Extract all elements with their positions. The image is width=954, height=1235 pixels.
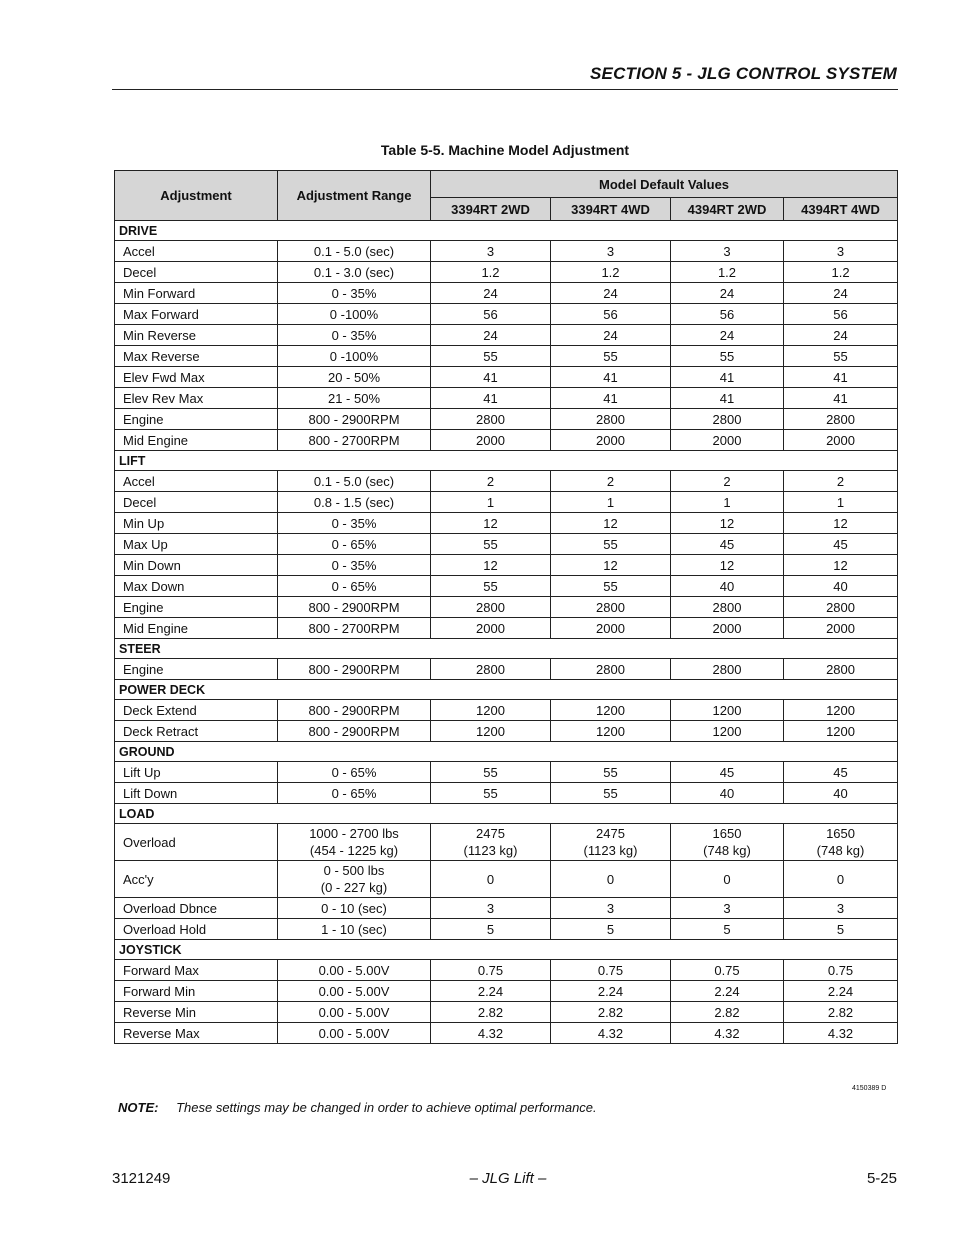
cell-line: 1650 — [712, 826, 742, 841]
value-cell: 56 — [784, 304, 898, 325]
value-cell: 40 — [671, 576, 784, 597]
range-cell: 1 - 10 (sec) — [278, 919, 431, 940]
value-cell: 41 — [784, 388, 898, 409]
value-cell: 2000 — [431, 618, 551, 639]
value-cell: 41 — [671, 388, 784, 409]
value-cell: 55 — [431, 762, 551, 783]
value-cell: 24 — [431, 325, 551, 346]
range-cell: 0 - 65% — [278, 762, 431, 783]
table-row — [115, 783, 898, 804]
value-cell: 1.2 — [431, 262, 551, 283]
value-cell: 2800 — [431, 659, 551, 680]
table-body — [115, 221, 898, 1044]
table-row — [115, 492, 898, 513]
value-cell: 1 — [671, 492, 784, 513]
value-cell: 1.2 — [784, 262, 898, 283]
value-cell: 40 — [784, 576, 898, 597]
range-cell: 0 - 65% — [278, 534, 431, 555]
table-row — [115, 700, 898, 721]
value-cell: 24 — [551, 325, 671, 346]
adjustment-cell: Deck Retract — [115, 721, 278, 742]
adjustment-cell: Mid Engine — [115, 618, 278, 639]
adjustment-cell: Decel — [115, 492, 278, 513]
range-cell: 0.00 - 5.00V — [278, 1002, 431, 1023]
value-cell: 12 — [551, 555, 671, 576]
value-cell: 2800 — [431, 597, 551, 618]
range-cell — [278, 824, 431, 861]
value-cell: 2000 — [431, 430, 551, 451]
value-cell: 2.24 — [431, 981, 551, 1002]
table-row — [115, 981, 898, 1002]
adjustment-cell: Max Up — [115, 534, 278, 555]
adjustment-cell: Lift Down — [115, 783, 278, 804]
value-cell: 1200 — [431, 700, 551, 721]
table-row — [115, 346, 898, 367]
value-cell: 55 — [431, 346, 551, 367]
value-cell: 2800 — [551, 597, 671, 618]
value-cell — [784, 824, 898, 861]
value-cell: 0 — [431, 861, 551, 898]
range-cell: 800 - 2700RPM — [278, 430, 431, 451]
range-cell: 0.00 - 5.00V — [278, 960, 431, 981]
value-cell: 1.2 — [551, 262, 671, 283]
value-cell: 2000 — [551, 430, 671, 451]
adjustment-cell: Forward Max — [115, 960, 278, 981]
value-cell: 41 — [431, 388, 551, 409]
adjustment-cell: Overload Dbnce — [115, 898, 278, 919]
value-cell: 0 — [671, 861, 784, 898]
footer-page-number: 5-25 — [866, 1170, 897, 1187]
value-cell: 2000 — [551, 618, 671, 639]
header-rule — [112, 89, 898, 90]
table-row — [115, 597, 898, 618]
value-cell: 1200 — [784, 721, 898, 742]
value-cell: 1.2 — [671, 262, 784, 283]
range-cell: 0 - 65% — [278, 783, 431, 804]
value-cell — [671, 824, 784, 861]
value-cell: 2800 — [671, 409, 784, 430]
value-cell: 3 — [431, 241, 551, 262]
value-cell: 41 — [431, 367, 551, 388]
value-cell: 56 — [551, 304, 671, 325]
table-row — [115, 409, 898, 430]
table-row — [115, 960, 898, 981]
value-cell: 2800 — [431, 409, 551, 430]
value-cell: 12 — [671, 513, 784, 534]
value-cell: 55 — [551, 576, 671, 597]
value-cell: 3 — [671, 241, 784, 262]
value-cell: 2 — [431, 471, 551, 492]
header-model: 3394RT 4WD — [551, 198, 671, 221]
value-cell: 0.75 — [431, 960, 551, 981]
cell-line: 1000 - 2700 lbs — [309, 826, 399, 841]
value-cell: 3 — [551, 898, 671, 919]
value-cell: 1200 — [671, 721, 784, 742]
table-row — [115, 1023, 898, 1044]
header-adjustment-range: Adjustment Range — [278, 171, 431, 221]
note — [118, 1100, 597, 1115]
range-cell: 0 - 65% — [278, 576, 431, 597]
value-cell: 1200 — [784, 700, 898, 721]
adjustment-cell: Forward Min — [115, 981, 278, 1002]
note-text: These settings may be changed in order to achieve optimal performance. — [176, 1100, 597, 1115]
value-cell: 3 — [671, 898, 784, 919]
value-cell: 45 — [671, 534, 784, 555]
header-model: 4394RT 4WD — [784, 198, 898, 221]
range-cell: 0 - 35% — [278, 283, 431, 304]
range-cell: 0.00 - 5.00V — [278, 1023, 431, 1044]
value-cell: 4.32 — [431, 1023, 551, 1044]
table-row — [115, 1002, 898, 1023]
value-cell: 2800 — [784, 659, 898, 680]
value-cell: 24 — [671, 283, 784, 304]
cell-line: 2475 — [596, 826, 625, 841]
section-label: STEER — [115, 639, 898, 659]
adjustment-cell: Reverse Min — [115, 1002, 278, 1023]
value-cell: 2800 — [671, 597, 784, 618]
value-cell: 24 — [784, 325, 898, 346]
range-cell: 0.1 - 5.0 (sec) — [278, 241, 431, 262]
range-cell: 0.1 - 3.0 (sec) — [278, 262, 431, 283]
value-cell: 55 — [551, 783, 671, 804]
table-row — [115, 430, 898, 451]
value-cell: 1 — [551, 492, 671, 513]
value-cell: 0.75 — [784, 960, 898, 981]
header-model-default-values: Model Default Values — [431, 171, 898, 198]
value-cell: 45 — [784, 534, 898, 555]
value-cell: 2800 — [551, 409, 671, 430]
value-cell: 56 — [431, 304, 551, 325]
range-cell: 0.1 - 5.0 (sec) — [278, 471, 431, 492]
section-row — [115, 680, 898, 700]
footer-doc-number: 3121249 — [112, 1170, 171, 1187]
value-cell: 2800 — [784, 597, 898, 618]
value-cell: 5 — [784, 919, 898, 940]
cell-line: (748 kg) — [703, 843, 751, 858]
value-cell: 3 — [784, 241, 898, 262]
adjustment-cell: Decel — [115, 262, 278, 283]
value-cell: 55 — [431, 783, 551, 804]
value-cell: 55 — [551, 346, 671, 367]
value-cell: 5 — [671, 919, 784, 940]
value-cell: 5 — [431, 919, 551, 940]
adjustment-cell: Elev Rev Max — [115, 388, 278, 409]
adjustment-cell: Engine — [115, 409, 278, 430]
value-cell: 55 — [431, 534, 551, 555]
value-cell: 2.82 — [784, 1002, 898, 1023]
range-cell: 21 - 50% — [278, 388, 431, 409]
table-row — [115, 659, 898, 680]
adjustment-cell: Deck Extend — [115, 700, 278, 721]
value-cell: 40 — [671, 783, 784, 804]
value-cell: 45 — [784, 762, 898, 783]
value-cell: 55 — [431, 576, 551, 597]
cell-line: (1123 kg) — [583, 843, 638, 858]
table-row — [115, 618, 898, 639]
range-cell: 0.8 - 1.5 (sec) — [278, 492, 431, 513]
table-row — [115, 283, 898, 304]
table-row — [115, 367, 898, 388]
value-cell: 12 — [431, 513, 551, 534]
value-cell: 1200 — [551, 721, 671, 742]
value-cell: 1200 — [431, 721, 551, 742]
value-cell: 24 — [671, 325, 784, 346]
value-cell: 24 — [784, 283, 898, 304]
table-row — [115, 898, 898, 919]
value-cell: 24 — [551, 283, 671, 304]
range-cell: 0 - 35% — [278, 325, 431, 346]
value-cell: 1 — [431, 492, 551, 513]
value-cell: 24 — [431, 283, 551, 304]
section-row — [115, 804, 898, 824]
cell-line: (0 - 227 kg) — [320, 880, 388, 895]
value-cell: 2800 — [671, 659, 784, 680]
value-cell: 0 — [551, 861, 671, 898]
value-cell: 1 — [784, 492, 898, 513]
value-cell: 2.24 — [784, 981, 898, 1002]
value-cell: 2000 — [671, 430, 784, 451]
adjustment-cell: Overload — [115, 824, 278, 861]
value-cell: 3 — [551, 241, 671, 262]
footer-center: – JLG Lift – — [469, 1170, 547, 1187]
value-cell: 2000 — [784, 618, 898, 639]
value-cell: 1200 — [671, 700, 784, 721]
adjustment-cell: Max Forward — [115, 304, 278, 325]
section-label: DRIVE — [115, 221, 898, 241]
range-cell: 0 -100% — [278, 304, 431, 325]
range-cell: 0 -100% — [278, 346, 431, 367]
adjustment-cell: Elev Fwd Max — [115, 367, 278, 388]
note-label: NOTE: — [118, 1100, 159, 1115]
value-cell: 2800 — [784, 409, 898, 430]
value-cell: 40 — [784, 783, 898, 804]
value-cell: 2 — [551, 471, 671, 492]
value-cell: 41 — [671, 367, 784, 388]
cell-line: (748 kg) — [816, 843, 865, 858]
value-cell: 0.75 — [671, 960, 784, 981]
value-cell: 12 — [784, 555, 898, 576]
value-cell: 2.82 — [671, 1002, 784, 1023]
adjustment-cell: Lift Up — [115, 762, 278, 783]
value-cell: 5 — [551, 919, 671, 940]
table-row — [115, 576, 898, 597]
table-row — [115, 388, 898, 409]
value-cell: 4.32 — [784, 1023, 898, 1044]
adjustment-cell: Mid Engine — [115, 430, 278, 451]
adjustment-cell: Min Forward — [115, 283, 278, 304]
adjustment-cell: Reverse Max — [115, 1023, 278, 1044]
value-cell: 12 — [551, 513, 671, 534]
value-cell: 55 — [784, 346, 898, 367]
cell-line: 0 - 500 lbs — [323, 863, 385, 878]
table-row — [115, 721, 898, 742]
section-label: POWER DECK — [115, 680, 898, 700]
table-row — [115, 824, 898, 861]
range-cell: 0 - 35% — [278, 555, 431, 576]
value-cell: 2000 — [671, 618, 784, 639]
value-cell: 2.24 — [551, 981, 671, 1002]
value-cell: 41 — [784, 367, 898, 388]
cell-line: (454 - 1225 kg) — [309, 843, 399, 858]
section-row — [115, 639, 898, 659]
cell-line: 1650 — [826, 826, 855, 841]
value-cell: 55 — [551, 534, 671, 555]
table-row — [115, 762, 898, 783]
range-cell: 0.00 - 5.00V — [278, 981, 431, 1002]
range-cell: 0 - 35% — [278, 513, 431, 534]
header-adjustment: Adjustment — [115, 171, 278, 221]
table-row — [115, 555, 898, 576]
section-row — [115, 451, 898, 471]
adjustment-cell: Max Reverse — [115, 346, 278, 367]
range-cell: 0 - 10 (sec) — [278, 898, 431, 919]
value-cell: 12 — [784, 513, 898, 534]
table-row — [115, 534, 898, 555]
section-label: GROUND — [115, 742, 898, 762]
adjustment-cell: Acc'y — [115, 861, 278, 898]
value-cell: 1200 — [551, 700, 671, 721]
adjustment-cell: Engine — [115, 597, 278, 618]
table-row — [115, 304, 898, 325]
section-row — [115, 221, 898, 241]
value-cell: 3 — [784, 898, 898, 919]
value-cell: 45 — [671, 762, 784, 783]
section-label: LIFT — [115, 451, 898, 471]
value-cell: 0 — [784, 861, 898, 898]
value-cell: 4.32 — [551, 1023, 671, 1044]
section-row — [115, 742, 898, 762]
value-cell: 55 — [551, 762, 671, 783]
section-label: JOYSTICK — [115, 940, 898, 960]
value-cell: 2.24 — [671, 981, 784, 1002]
table-row — [115, 262, 898, 283]
range-cell: 20 - 50% — [278, 367, 431, 388]
section-header: SECTION 5 - JLG CONTROL SYSTEM — [590, 64, 897, 83]
value-cell: 56 — [671, 304, 784, 325]
value-cell: 2000 — [784, 430, 898, 451]
range-cell: 800 - 2900RPM — [278, 409, 431, 430]
value-cell — [431, 824, 551, 861]
range-cell — [278, 861, 431, 898]
adjustment-cell: Accel — [115, 241, 278, 262]
value-cell: 3 — [431, 898, 551, 919]
adjustment-cell: Max Down — [115, 576, 278, 597]
header-model: 4394RT 2WD — [671, 198, 784, 221]
adjustment-cell: Engine — [115, 659, 278, 680]
range-cell: 800 - 2900RPM — [278, 721, 431, 742]
table-title: Table 5-5. Machine Model Adjustment — [380, 142, 630, 158]
table-row — [115, 861, 898, 898]
adjustment-cell: Overload Hold — [115, 919, 278, 940]
adjustment-cell: Accel — [115, 471, 278, 492]
range-cell: 800 - 2700RPM — [278, 618, 431, 639]
value-cell: 55 — [671, 346, 784, 367]
value-cell — [551, 824, 671, 861]
table-row — [115, 471, 898, 492]
adjustment-cell: Min Up — [115, 513, 278, 534]
value-cell: 4.32 — [671, 1023, 784, 1044]
value-cell: 2.82 — [551, 1002, 671, 1023]
section-row — [115, 940, 898, 960]
range-cell: 800 - 2900RPM — [278, 700, 431, 721]
range-cell: 800 - 2900RPM — [278, 597, 431, 618]
value-cell: 12 — [671, 555, 784, 576]
range-cell: 800 - 2900RPM — [278, 659, 431, 680]
value-cell: 2 — [784, 471, 898, 492]
value-cell: 41 — [551, 367, 671, 388]
machine-model-table — [114, 170, 898, 1044]
section-label: LOAD — [115, 804, 898, 824]
table-row — [115, 513, 898, 534]
table-row — [115, 325, 898, 346]
value-cell: 41 — [551, 388, 671, 409]
value-cell: 2 — [671, 471, 784, 492]
table-row — [115, 919, 898, 940]
value-cell: 12 — [431, 555, 551, 576]
table-row — [115, 241, 898, 262]
header-model: 3394RT 2WD — [431, 198, 551, 221]
cell-line: (1123 kg) — [463, 843, 518, 858]
adjustment-cell: Min Down — [115, 555, 278, 576]
figure-code: 4150389 D — [852, 1085, 887, 1092]
adjustment-cell: Min Reverse — [115, 325, 278, 346]
value-cell: 0.75 — [551, 960, 671, 981]
value-cell: 2800 — [551, 659, 671, 680]
cell-line: 2475 — [476, 826, 505, 841]
value-cell: 2.82 — [431, 1002, 551, 1023]
